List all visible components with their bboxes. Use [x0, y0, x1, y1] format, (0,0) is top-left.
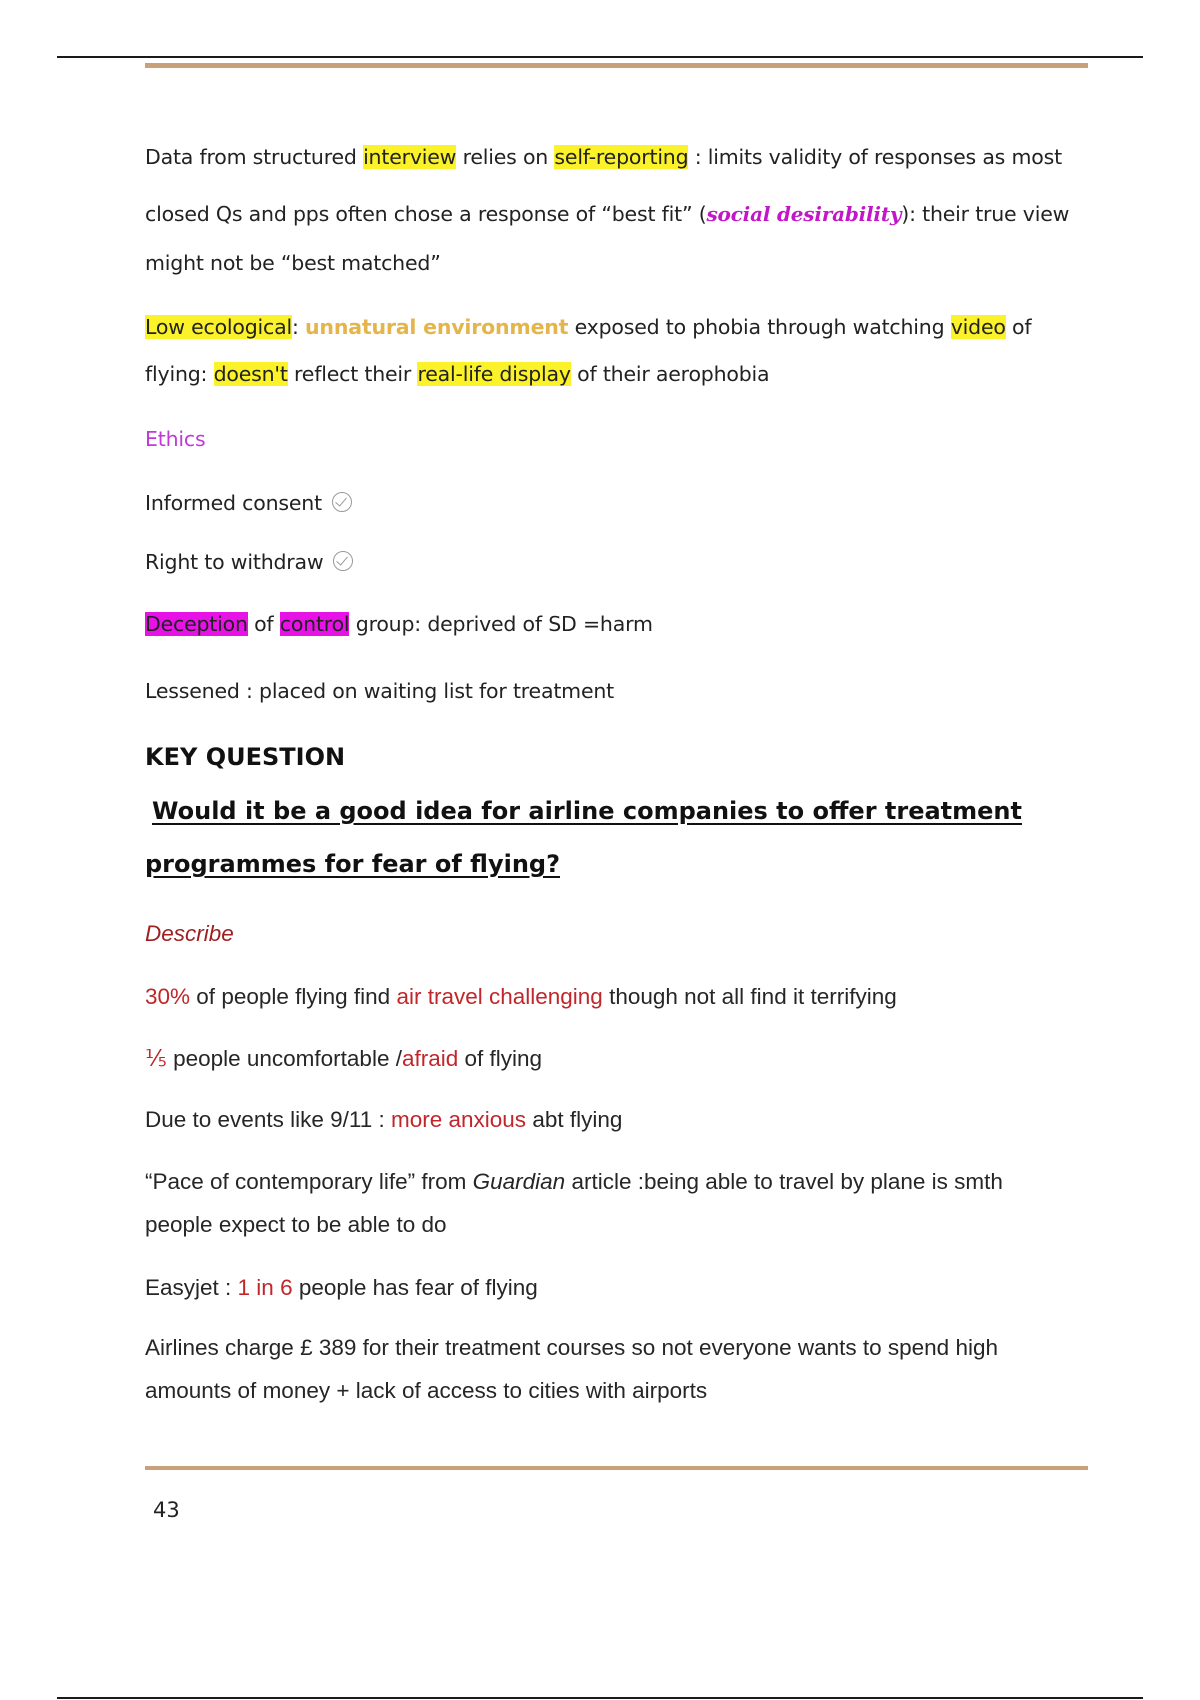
- check-circle-icon: [332, 492, 352, 512]
- right-to-withdraw-label: Right to withdraw: [145, 550, 324, 574]
- text-segment: ⅕: [145, 1046, 167, 1071]
- key-question-label: KEY QUESTION: [145, 743, 346, 771]
- text-segment: exposed to phobia through watching: [568, 315, 951, 339]
- text-segment: flying:: [145, 362, 214, 386]
- text-segment: of their aerophobia: [570, 362, 770, 386]
- text-segment: air travel challenging: [396, 984, 603, 1009]
- text-segment: reflect their: [287, 362, 418, 386]
- page-number: 43: [153, 1498, 180, 1522]
- text-segment: : limits validity of responses as most: [688, 145, 1062, 169]
- highlight-real-life-display: real-life display: [417, 362, 571, 386]
- text-segment: Data from structured: [145, 145, 364, 169]
- page-bottom-border: [57, 1697, 1143, 1699]
- text-segment: :: [292, 315, 306, 339]
- describe-line-airlines-2: amounts of money + lack of access to cities with airports: [145, 1378, 708, 1403]
- text-segment: Due to events like 9/11 :: [145, 1107, 391, 1132]
- text-segment: abt flying: [526, 1107, 623, 1132]
- text-segment: might not be “best matched”: [145, 251, 441, 275]
- text-segment: of: [247, 612, 280, 636]
- highlight-interview: interview: [363, 145, 457, 169]
- highlight-video: video: [950, 315, 1006, 339]
- text-segment: article :being able to travel by plane is smth: [565, 1169, 1003, 1194]
- text-segment: of flying: [458, 1046, 543, 1071]
- ecological-line-1: [145, 317, 1095, 338]
- describe-line-guardian-1: [145, 1171, 1095, 1194]
- describe-line-fifth: [145, 1048, 1095, 1071]
- text-segment: people has fear of flying: [292, 1275, 538, 1300]
- text-segment: relies on: [456, 145, 555, 169]
- key-question-line-2: programmes for fear of flying?: [145, 850, 561, 878]
- describe-line-easyjet: [145, 1277, 1095, 1300]
- text-segment: afraid: [401, 1046, 459, 1071]
- highlight-low-ecological: Low ecological: [145, 315, 292, 339]
- text-segment: of: [1005, 315, 1032, 339]
- ethics-heading: Ethics: [145, 427, 206, 451]
- validity-line-1: [145, 147, 1095, 168]
- footer-rule: [145, 1466, 1088, 1470]
- text-segment: 30%: [145, 984, 191, 1009]
- page-top-border: [57, 56, 1143, 58]
- key-question-line-1: Would it be a good idea for airline companies to offer treatment: [152, 797, 1022, 825]
- highlight-control: control: [279, 612, 350, 636]
- describe-line-30-percent: [145, 986, 1095, 1009]
- highlight-self-reporting: self-reporting: [554, 145, 689, 169]
- text-segment: group: deprived of SD =harm: [349, 612, 653, 636]
- right-to-withdraw-item: [145, 551, 1095, 573]
- text-segment: though not all find it terrifying: [602, 984, 897, 1009]
- describe-line-911: [145, 1109, 1095, 1132]
- validity-line-3: [145, 253, 1095, 274]
- text-segment: more anxious: [390, 1107, 527, 1132]
- describe-line-guardian-2: people expect to be able to do: [145, 1212, 447, 1237]
- text-segment: ): their true view: [901, 202, 1070, 226]
- text-segment: “Pace of contemporary life” from: [145, 1169, 473, 1194]
- describe-line-airlines-1: Airlines charge £ 389 for their treatment courses so not everyone wants to spend high: [145, 1335, 998, 1360]
- deception-line: [145, 614, 1095, 635]
- header-rule: [145, 63, 1088, 68]
- highlight-doesnt: doesn't: [213, 362, 288, 386]
- validity-line-2: [145, 204, 1095, 225]
- text-segment: of people flying find: [190, 984, 397, 1009]
- text-segment: 1 in 6: [237, 1275, 293, 1300]
- informed-consent-item: [145, 492, 1095, 514]
- highlight-deception: Deception: [145, 612, 248, 636]
- check-circle-icon: [333, 551, 353, 571]
- text-segment: Guardian: [472, 1169, 566, 1194]
- informed-consent-label: Informed consent: [145, 491, 322, 515]
- social-desirability-term: social desirability: [706, 202, 902, 226]
- text-segment: Easyjet :: [145, 1275, 238, 1300]
- describe-heading: Describe: [145, 921, 234, 946]
- unnatural-environment-term: unnatural environment: [305, 315, 569, 339]
- lessened-line: Lessened : placed on waiting list for treatment: [145, 679, 614, 703]
- text-segment: people uncomfortable /: [166, 1046, 402, 1071]
- text-segment: closed Qs and pps often chose a response of “best fit” (: [145, 202, 707, 226]
- ecological-line-2: [145, 364, 1095, 385]
